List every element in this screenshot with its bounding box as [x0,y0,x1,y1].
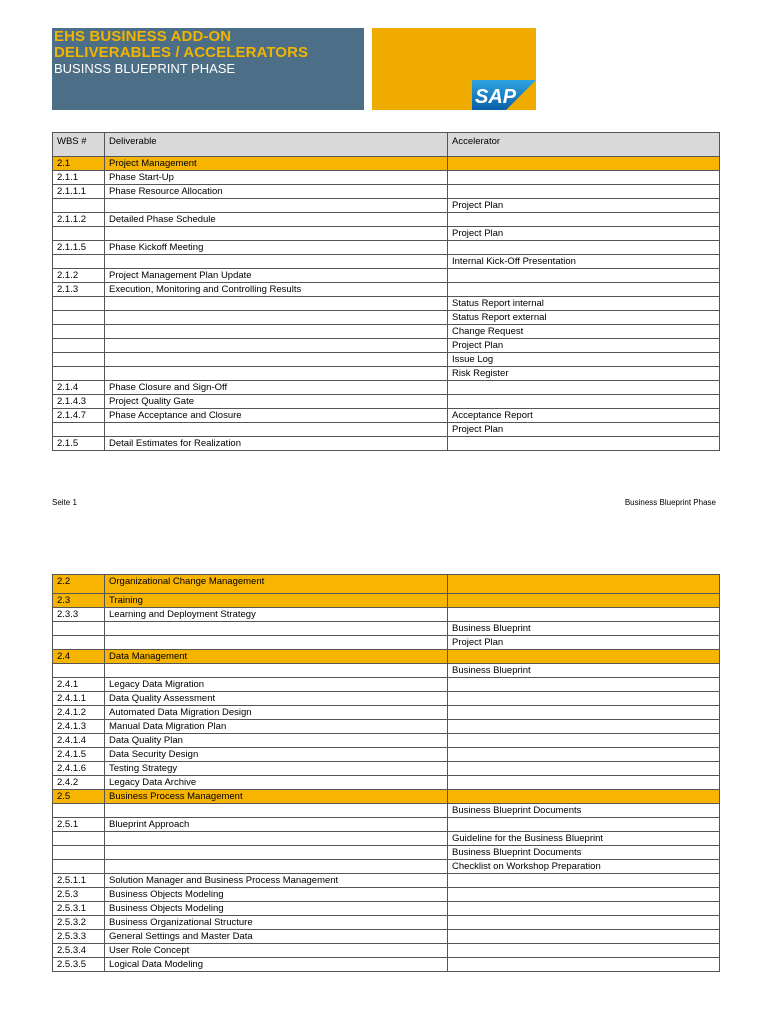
wbs-cell: 2.1.4.3 [53,395,105,409]
phase-row [53,594,720,608]
deliverable-cell: Solution Manager and Business Process Management [105,874,448,888]
wbs-cell: 2.5.1 [53,818,105,832]
wbs-cell: 2.5.3 [53,888,105,902]
wbs-cell: 2.1.3 [53,283,105,297]
deliverable-cell [105,255,448,269]
wbs-cell: 2.5.3.1 [53,902,105,916]
table-row [53,916,720,930]
wbs-cell [53,311,105,325]
accelerator-cell: Project Plan [448,227,720,241]
deliverable-cell: Project Quality Gate [105,395,448,409]
phase-row [53,575,720,594]
footer-section-name: Business Blueprint Phase [624,498,716,507]
wbs-cell: 2.1.1.2 [53,213,105,227]
accelerator-cell [448,706,720,720]
table-row [53,622,720,636]
deliverable-cell: Business Objects Modeling [105,902,448,916]
wbs-cell [53,199,105,213]
deliverable-cell [105,860,448,874]
wbs-cell: 2.4.1.1 [53,692,105,706]
header-subtitle: BUSINSS BLUEPRINT PHASE [54,61,236,76]
accelerator-cell [448,902,720,916]
accelerator-cell: Project Plan [448,636,720,650]
wbs-cell: 2.3 [53,594,105,608]
phase-row [53,650,720,664]
wbs-cell [53,423,105,437]
accelerator-cell [448,720,720,734]
deliverable-cell: Phase Start-Up [105,171,448,185]
table-row [53,297,720,311]
wbs-cell [53,227,105,241]
footer-page-number: Seite 1 [52,498,77,507]
accelerator-cell [448,395,720,409]
wbs-cell [53,297,105,311]
deliverable-cell: Phase Acceptance and Closure [105,409,448,423]
accelerator-cell: Status Report external [448,311,720,325]
accelerator-cell: Business Blueprint Documents [448,846,720,860]
wbs-cell: 2.5.3.2 [53,916,105,930]
deliverable-cell: Detail Estimates for Realization [105,437,448,451]
deliverable-cell: Logical Data Modeling [105,958,448,972]
table-row [53,255,720,269]
wbs-cell [53,353,105,367]
table-row [53,692,720,706]
deliverable-cell [105,367,448,381]
table-header-row [53,133,720,157]
table-row [53,706,720,720]
accelerator-cell [448,171,720,185]
accelerator-cell: Checklist on Workshop Preparation [448,860,720,874]
accelerator-cell [448,930,720,944]
accelerator-cell: Business Blueprint Documents [448,804,720,818]
deliverable-cell: Execution, Monitoring and Controlling Results [105,283,448,297]
table-row [53,269,720,283]
accelerator-cell: Business Blueprint [448,664,720,678]
deliverable-cell: Detailed Phase Schedule [105,213,448,227]
accelerator-cell: Project Plan [448,339,720,353]
deliverable-cell [105,227,448,241]
accelerator-cell: Acceptance Report [448,409,720,423]
deliverable-cell [105,664,448,678]
wbs-cell [53,636,105,650]
sap-logo [472,80,536,110]
wbs-cell [53,664,105,678]
deliverable-cell: Training [105,594,448,608]
table-row [53,185,720,199]
deliverable-cell: Organizational Change Management [105,575,448,594]
deliverable-cell: Manual Data Migration Plan [105,720,448,734]
table-row [53,776,720,790]
deliverable-cell: Project Management [105,157,448,171]
accelerator-cell [448,790,720,804]
table-row [53,846,720,860]
wbs-cell [53,860,105,874]
deliverable-cell [105,297,448,311]
wbs-cell [53,622,105,636]
wbs-cell: 2.4.1 [53,678,105,692]
deliverable-cell: Learning and Deployment Strategy [105,608,448,622]
accelerator-cell [448,185,720,199]
accelerator-cell: Status Report internal [448,297,720,311]
table-row [53,283,720,297]
wbs-cell: 2.5.3.5 [53,958,105,972]
wbs-cell [53,832,105,846]
accelerator-cell [448,650,720,664]
deliverable-cell: Phase Closure and Sign-Off [105,381,448,395]
accelerator-cell: Project Plan [448,423,720,437]
accelerator-cell: Internal Kick-Off Presentation [448,255,720,269]
wbs-cell: 2.4.1.4 [53,734,105,748]
deliverable-cell: Blueprint Approach [105,818,448,832]
deliverable-cell: Project Management Plan Update [105,269,448,283]
accelerator-cell [448,762,720,776]
wbs-cell [53,804,105,818]
accelerator-cell [448,213,720,227]
wbs-cell: 2.1.4 [53,381,105,395]
accelerator-cell: Issue Log [448,353,720,367]
table-row [53,860,720,874]
table-row [53,678,720,692]
accelerator-cell [448,944,720,958]
header-title-block [52,28,364,110]
table-row [53,902,720,916]
deliverable-cell: Data Security Design [105,748,448,762]
header-title-line-2: DELIVERABLES / ACCELERATORS [54,44,309,61]
deliverable-cell [105,353,448,367]
accelerator-cell [448,818,720,832]
deliverable-cell [105,636,448,650]
deliverable-cell [105,339,448,353]
accelerator-cell [448,734,720,748]
accelerator-cell [448,776,720,790]
wbs-cell [53,339,105,353]
accelerator-cell: Risk Register [448,367,720,381]
table-row [53,748,720,762]
phase-row [53,157,720,171]
wbs-cell: 2.5 [53,790,105,804]
table-row [53,325,720,339]
deliverables-table-page-2 [52,574,720,972]
accelerator-cell [448,283,720,297]
column-header-deliverable: Deliverable [105,133,448,157]
deliverable-cell: Phase Kickoff Meeting [105,241,448,255]
wbs-cell: 2.4.1.5 [53,748,105,762]
table-row [53,227,720,241]
deliverable-cell: Phase Resource Allocation [105,185,448,199]
deliverable-cell [105,423,448,437]
table-row [53,339,720,353]
deliverable-cell [105,804,448,818]
deliverable-cell [105,832,448,846]
wbs-cell: 2.1.1.1 [53,185,105,199]
deliverable-cell: Legacy Data Migration [105,678,448,692]
deliverable-cell: Business Objects Modeling [105,888,448,902]
accelerator-cell [448,575,720,594]
accelerator-cell: Business Blueprint [448,622,720,636]
column-header-accelerator: Accelerator [448,133,720,157]
deliverable-cell: Testing Strategy [105,762,448,776]
deliverable-cell [105,199,448,213]
wbs-cell: 2.1.5 [53,437,105,451]
svg-text:SAP: SAP [475,86,517,108]
wbs-cell: 2.4 [53,650,105,664]
wbs-cell: 2.5.3.4 [53,944,105,958]
accelerator-cell [448,269,720,283]
accelerator-cell [448,958,720,972]
accelerator-cell [448,888,720,902]
accelerator-cell [448,157,720,171]
wbs-cell: 2.4.2 [53,776,105,790]
wbs-cell [53,367,105,381]
deliverable-cell [105,325,448,339]
table-row [53,944,720,958]
deliverable-cell [105,846,448,860]
deliverable-cell: Automated Data Migration Design [105,706,448,720]
deliverable-cell: Data Quality Assessment [105,692,448,706]
wbs-cell: 2.3.3 [53,608,105,622]
table-row [53,804,720,818]
accelerator-cell [448,874,720,888]
accelerator-cell [448,692,720,706]
phase-row [53,790,720,804]
deliverable-cell: Business Process Management [105,790,448,804]
deliverable-cell: Legacy Data Archive [105,776,448,790]
wbs-cell: 2.1.4.7 [53,409,105,423]
table-row [53,409,720,423]
accelerator-cell [448,916,720,930]
table-row [53,608,720,622]
wbs-cell: 2.1.2 [53,269,105,283]
wbs-cell: 2.1.1.5 [53,241,105,255]
wbs-cell [53,325,105,339]
table-row [53,199,720,213]
table-row [53,720,720,734]
wbs-cell: 2.4.1.2 [53,706,105,720]
deliverable-cell [105,622,448,636]
accelerator-cell [448,381,720,395]
accelerator-cell [448,241,720,255]
deliverable-cell: User Role Concept [105,944,448,958]
wbs-cell: 2.4.1.3 [53,720,105,734]
wbs-cell: 2.1 [53,157,105,171]
accelerator-cell [448,594,720,608]
table-row [53,762,720,776]
deliverable-cell: Business Organizational Structure [105,916,448,930]
table-row [53,381,720,395]
wbs-cell: 2.5.3.3 [53,930,105,944]
wbs-cell [53,846,105,860]
deliverable-cell: Data Management [105,650,448,664]
wbs-cell [53,255,105,269]
accelerator-cell [448,748,720,762]
header-title-line-1: EHS BUSINESS ADD-ON [54,28,232,45]
deliverables-table-page-1 [52,132,720,451]
table-row [53,171,720,185]
deliverable-cell: General Settings and Master Data [105,930,448,944]
table-row [53,437,720,451]
wbs-cell: 2.4.1.6 [53,762,105,776]
accelerator-cell: Change Request [448,325,720,339]
accelerator-cell: Project Plan [448,199,720,213]
table-row [53,241,720,255]
accelerator-cell [448,678,720,692]
table-row [53,395,720,409]
table-row [53,930,720,944]
table-row [53,832,720,846]
table-row [53,423,720,437]
accelerator-cell [448,437,720,451]
deliverable-cell [105,311,448,325]
wbs-cell: 2.5.1.1 [53,874,105,888]
deliverable-cell: Data Quality Plan [105,734,448,748]
wbs-cell: 2.1.1 [53,171,105,185]
table-row [53,367,720,381]
table-row [53,353,720,367]
table-row [53,636,720,650]
wbs-cell: 2.2 [53,575,105,594]
table-row [53,664,720,678]
accelerator-cell: Guideline for the Business Blueprint [448,832,720,846]
table-row [53,213,720,227]
table-row [53,311,720,325]
table-row [53,888,720,902]
table-row [53,874,720,888]
table-row [53,734,720,748]
table-row [53,818,720,832]
column-header-wbs: WBS # [53,133,105,157]
accelerator-cell [448,608,720,622]
table-row [53,958,720,972]
